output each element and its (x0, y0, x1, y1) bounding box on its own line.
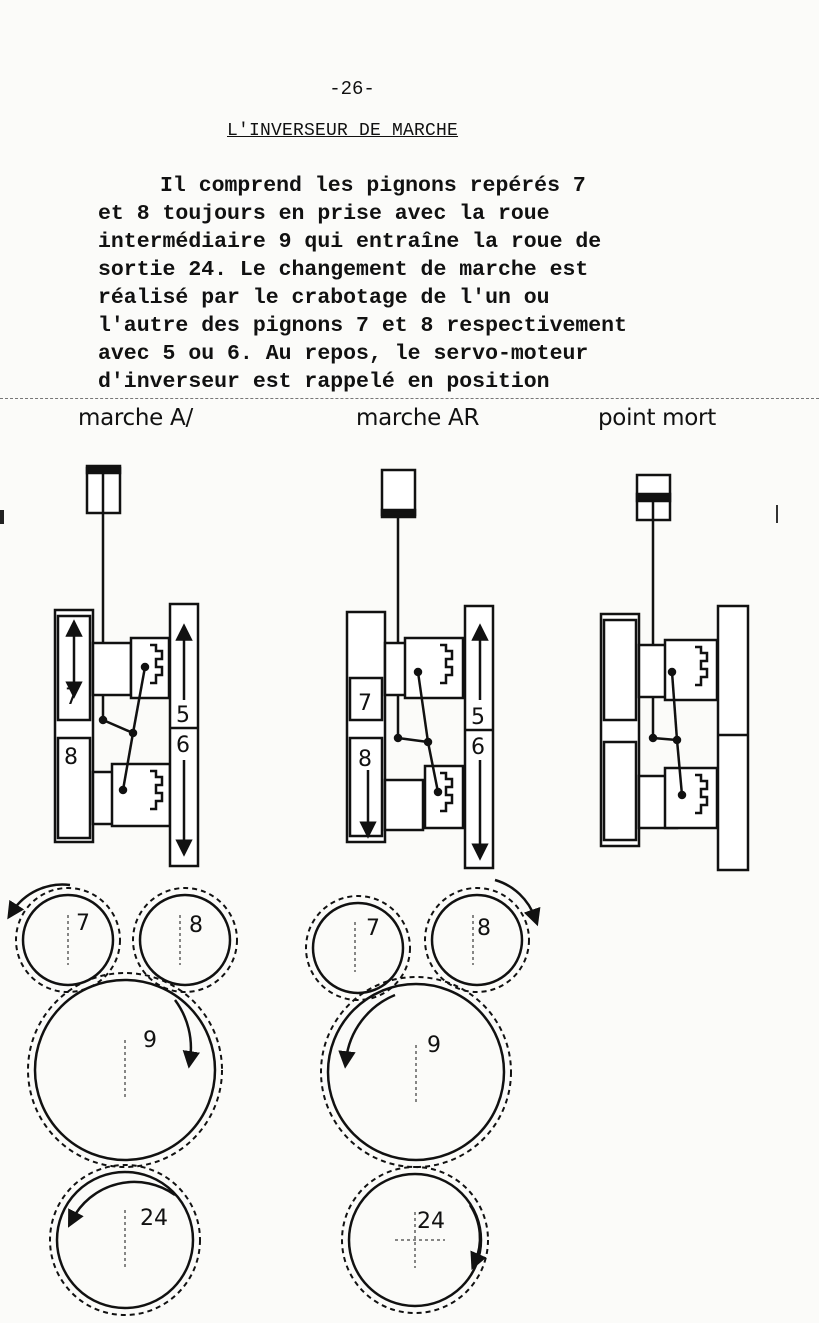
paragraph-line: d'inverseur est rappelé en position (98, 370, 550, 394)
paragraph-line: intermédiaire 9 qui entraîne la roue de (98, 230, 602, 254)
gear-number: 9 (143, 1028, 157, 1053)
paragraph-line: et 8 toujours en prise avec la roue (98, 202, 550, 226)
reverse-wheels (306, 880, 535, 1313)
paragraph-line: Il comprend les pignons repérés 7 (160, 174, 586, 198)
gear-number: 24 (417, 1209, 445, 1234)
gear-number: 8 (358, 747, 372, 772)
gear-number: 7 (358, 691, 372, 716)
gear-number: 8 (64, 745, 78, 770)
gear-number: 24 (140, 1206, 168, 1231)
paragraph-line: réalisé par le crabotage de l'un ou (98, 286, 550, 310)
paragraph-line: l'autre des pignons 7 et 8 respectivement (98, 314, 627, 338)
gear-number: 8 (477, 916, 491, 941)
gear-number: 7 (366, 916, 380, 941)
gear-number: 5 (176, 703, 190, 728)
gear-number: 5 (471, 705, 485, 730)
paragraph-line: avec 5 ou 6. Au repos, le servo-moteur (98, 342, 589, 366)
gear-number: 7 (76, 911, 90, 936)
forward-assembly (55, 466, 198, 866)
mode-label-forward: marche A/ (78, 405, 193, 431)
page-number: -26- (329, 78, 375, 100)
neutral-assembly (601, 475, 748, 870)
reverse-assembly (347, 470, 493, 868)
paragraph-line: sortie 24. Le changement de marche est (98, 258, 589, 282)
section-title: L'INVERSEUR DE MARCHE (227, 121, 459, 141)
gear-number: 9 (427, 1033, 441, 1058)
gear-number: 6 (176, 733, 190, 758)
mode-label-reverse: marche AR (356, 405, 480, 431)
gear-number: 6 (471, 735, 485, 760)
mode-label-neutral: point mort (598, 405, 716, 431)
forward-wheels (12, 885, 237, 1315)
gear-number: 7 (65, 685, 79, 710)
gear-number: 8 (189, 913, 203, 938)
